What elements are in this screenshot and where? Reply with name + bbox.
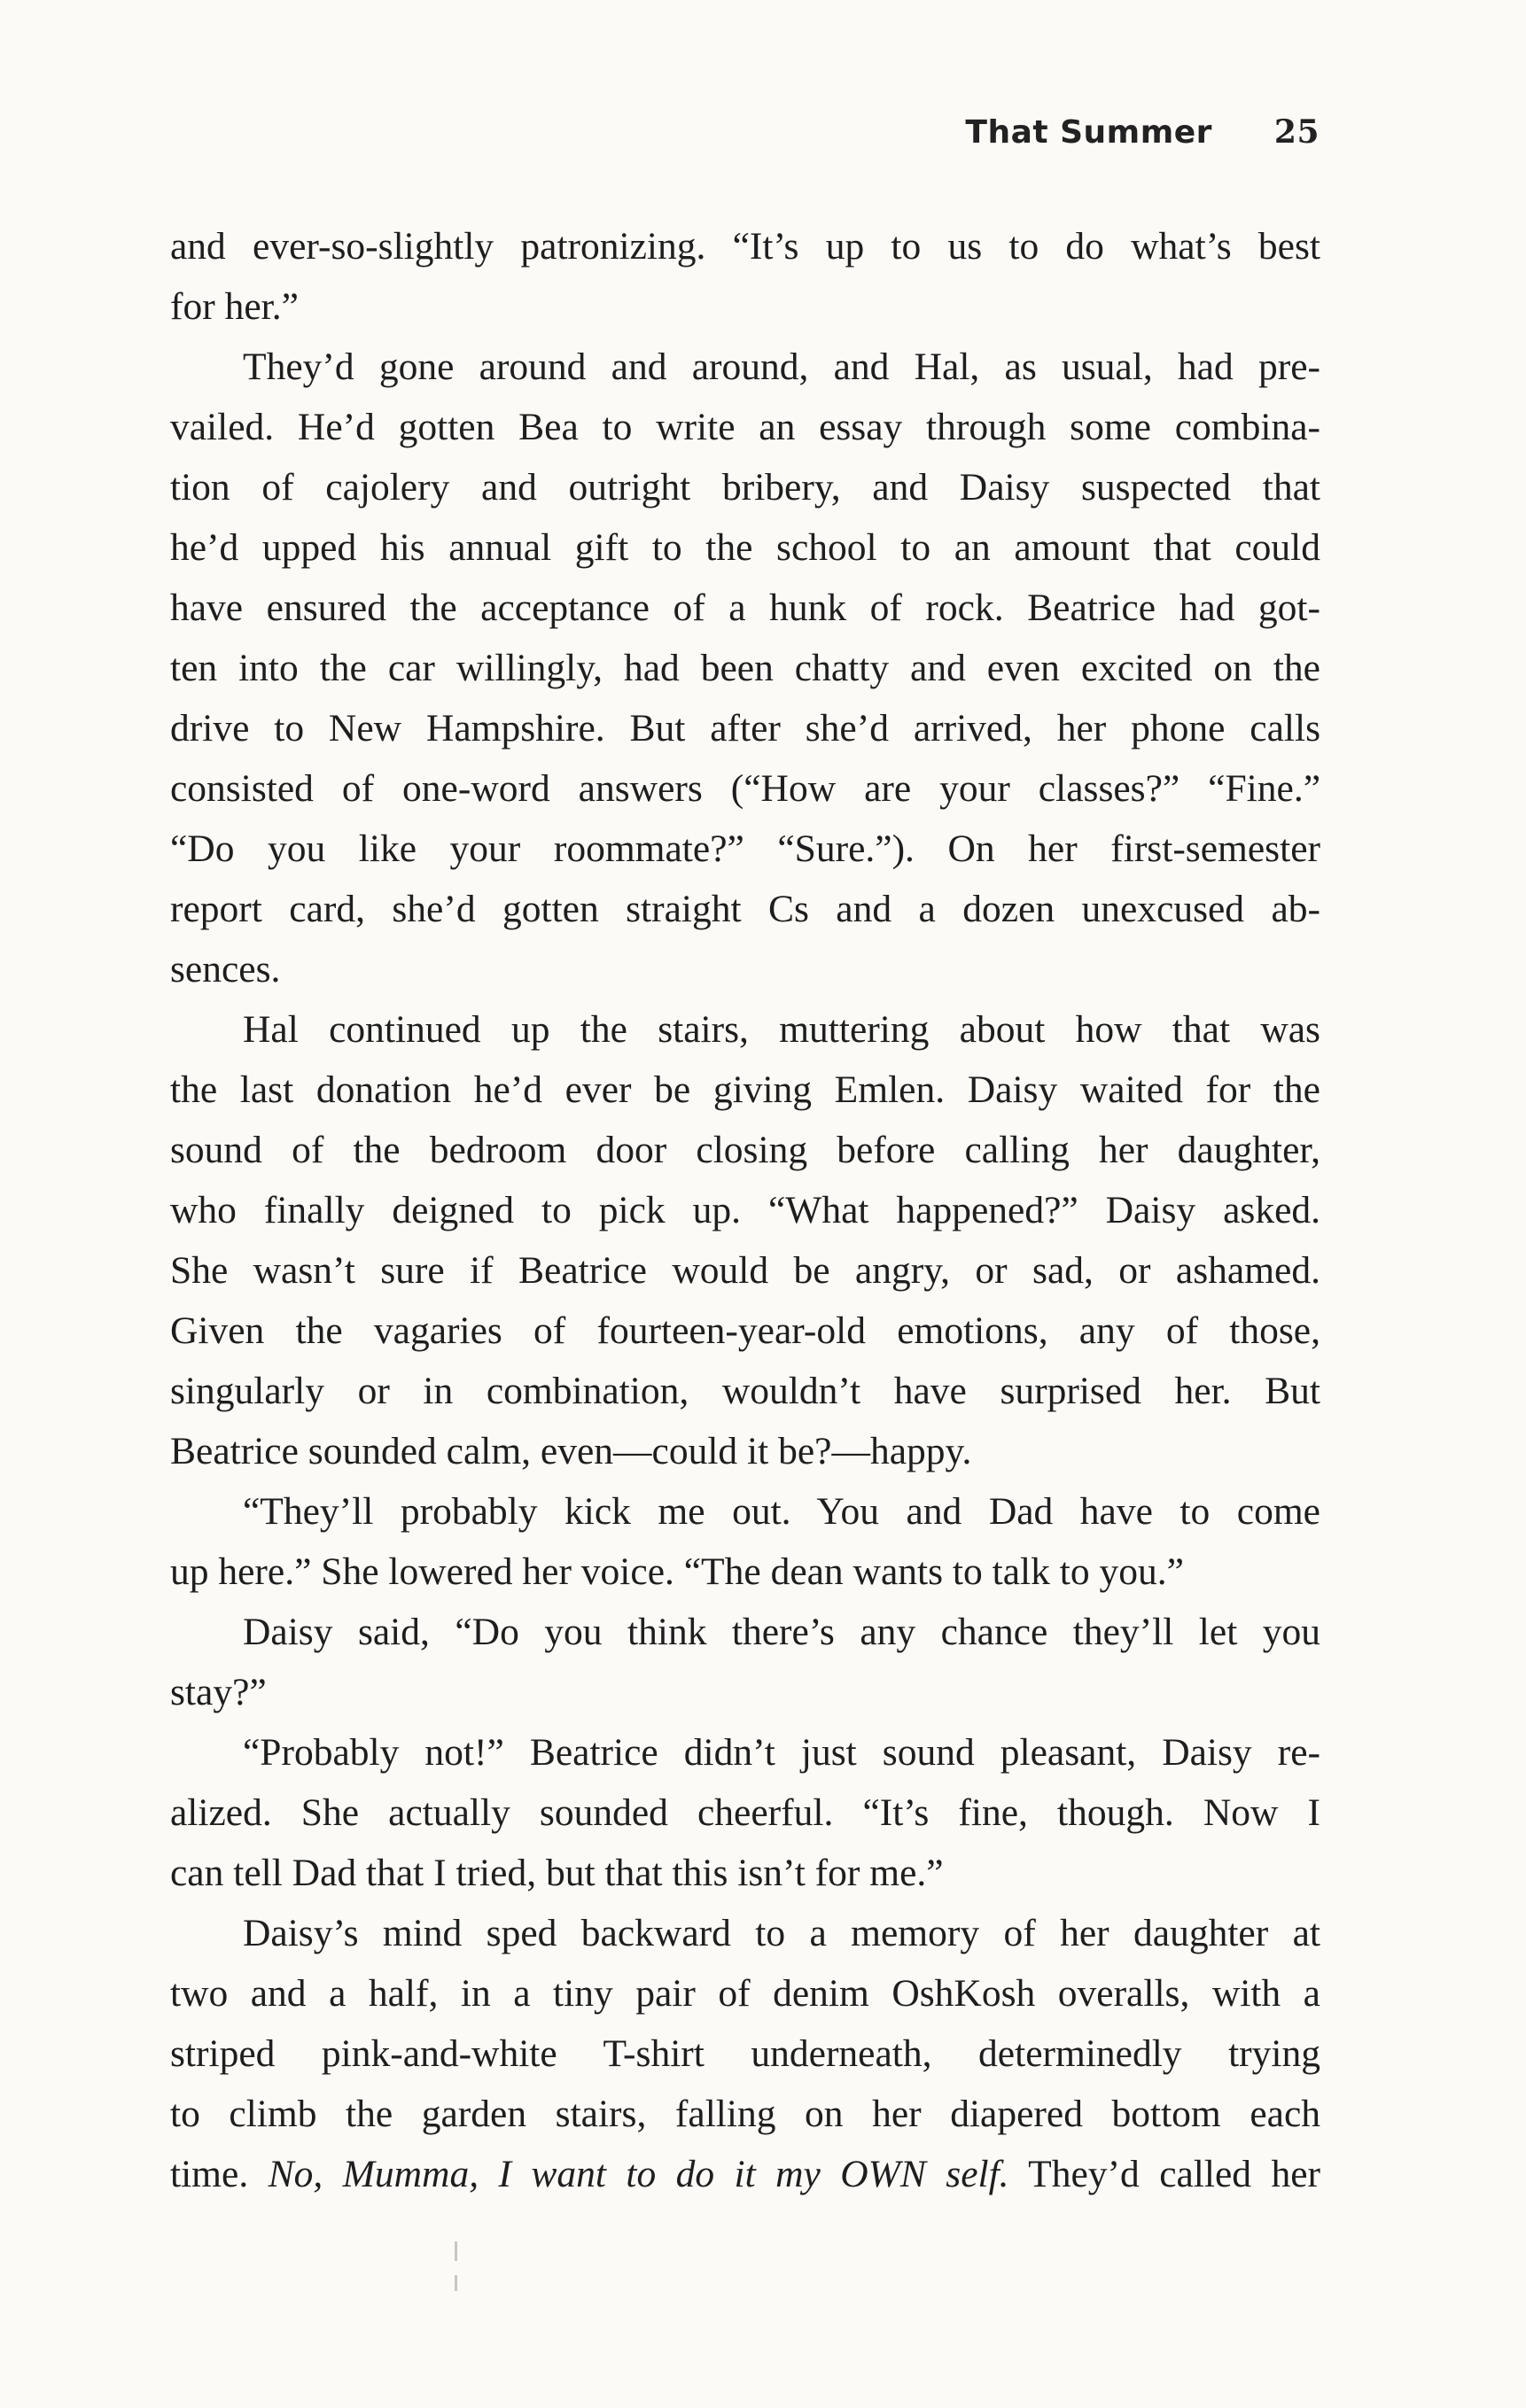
text-line: “Do you like your roommate?” “Sure.”). On her first-semester — [170, 827, 1320, 870]
paragraph — [170, 216, 1320, 337]
final-line-before: time. — [170, 2153, 269, 2195]
paper-speck — [455, 2241, 457, 2261]
text-line: two and a half, in a tiny pair of denim OshKosh overalls, with a — [170, 1972, 1320, 2015]
text-line: for her.” — [170, 285, 299, 328]
text-line: report card, she’d gotten straight Cs and a dozen unexcused ab- — [170, 888, 1320, 930]
text-line: Hal continued up the stairs, muttering about how that was — [243, 1008, 1320, 1051]
text-line: sences. — [170, 948, 281, 990]
final-line-after: They’d called her — [1008, 2153, 1320, 2195]
final-line-italic: No, Mumma, I want to do it my OWN self. — [268, 2153, 1009, 2195]
running-head — [965, 113, 1320, 151]
text-line: consisted of one-word answers (“How are your classes?” “Fine.” — [170, 767, 1320, 810]
text-line: “They’ll probably kick me out. You and Dad have to come — [243, 1490, 1320, 1533]
text-line: to climb the garden stairs, falling on her diapered bottom each — [170, 2093, 1320, 2135]
text-line: singularly or in combination, wouldn’t have surprised her. But — [170, 1370, 1320, 1412]
paragraph — [170, 1602, 1320, 1722]
text-line: Daisy said, “Do you think there’s any chance they’ll let you — [243, 1611, 1320, 1653]
text-line: Given the vagaries of fourteen-year-old emotions, any of those, — [170, 1309, 1320, 1352]
text-line: ten into the car willingly, had been chatty and even excited on the — [170, 647, 1320, 689]
text-line: striped pink-and-white T-shirt underneath, determinedly trying — [170, 2032, 1320, 2075]
paragraph — [170, 1903, 1320, 2204]
text-line: Beatrice sounded calm, even—could it be?—happy. — [170, 1430, 972, 1472]
text-line: can tell Dad that I tried, but that this isn’t for me.” — [170, 1852, 944, 1894]
text-line: Daisy’s mind sped backward to a memory of her daughter at — [243, 1912, 1320, 1954]
running-head-title: That Summer — [965, 114, 1212, 151]
text-line: stay?” — [170, 1671, 267, 1713]
text-line: “Probably not!” Beatrice didn’t just sound pleasant, Daisy re- — [243, 1731, 1320, 1774]
paper-speck — [455, 2275, 457, 2291]
text-line: and ever-so-slightly patronizing. “It’s up to us to do what’s best — [170, 225, 1320, 268]
paragraph — [170, 999, 1320, 1481]
body-text — [170, 216, 1320, 2204]
paragraph — [170, 1722, 1320, 1903]
text-line: who finally deigned to pick up. “What happened?” Daisy asked. — [170, 1189, 1320, 1231]
text-line: up here.” She lowered her voice. “The dean wants to talk to you.” — [170, 1550, 1184, 1593]
text-line: sound of the bedroom door closing before calling her daughter, — [170, 1129, 1320, 1171]
text-line: the last donation he’d ever be giving Emlen. Daisy waited for the — [170, 1068, 1320, 1111]
paragraph — [170, 337, 1320, 999]
text-line: They’d gone around and around, and Hal, as usual, had pre- — [243, 346, 1320, 388]
paragraph — [170, 1481, 1320, 1602]
text-line: She wasn’t sure if Beatrice would be angry, or sad, or ashamed. — [170, 1249, 1320, 1292]
text-line: tion of cajolery and outright bribery, and Daisy suspected that — [170, 466, 1320, 509]
text-line: vailed. He’d gotten Bea to write an essay through some combina- — [170, 406, 1320, 448]
text-line: drive to New Hampshire. But after she’d arrived, her phone calls — [170, 707, 1320, 750]
text-line: alized. She actually sounded cheerful. “It’s fine, though. Now I — [170, 1791, 1320, 1834]
text-line-final — [170, 2144, 1320, 2204]
text-line: he’d upped his annual gift to the school to an amount that could — [170, 526, 1320, 569]
page-number: 25 — [1273, 113, 1320, 151]
text-line: have ensured the acceptance of a hunk of rock. Beatrice had got- — [170, 586, 1320, 629]
